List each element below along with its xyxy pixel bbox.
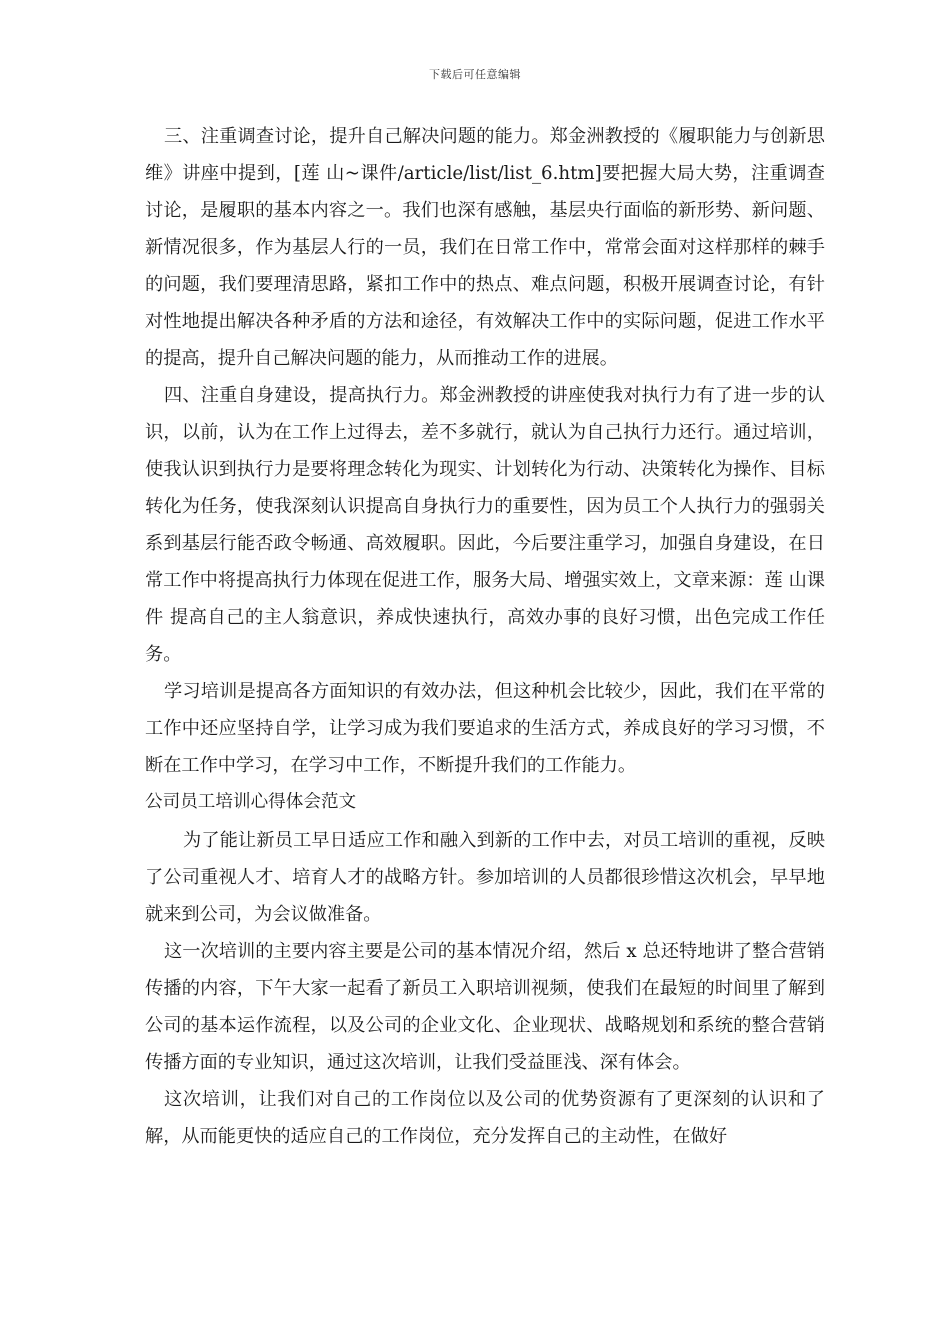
section-title: 公司员工培训心得体会范文 <box>145 792 357 812</box>
paragraph-self-study: 学习培训是提高各方面知识的有效办法，但这种机会比较少，因此，我们在平常的工作中还应坚持自学，让学习成为我们要追求的生活方式，养成良好的学习习惯，不断在工作中学习，在学习中工作，不断提升我们的工作能力。 <box>145 681 825 776</box>
paragraph-training-benefit: 这次培训，让我们对自己的工作岗位以及公司的优势资源有了更深刻的认识和了解，从而能更快的适应自己的工作岗位，充分发挥自己的主动性，在做好 <box>145 1089 825 1147</box>
paragraph-investigation: 三、注重调查讨论，提升自己解决问题的能力。郑金洲教授的《履职能力与创新思维》讲座中提到，[莲 山~课件/article/list/list_6.htm]要把握大局大势，注重调查讨论，是履职的基本内容之一。我们也深有感触，基层央行面临的新形势、新问题、新情况很多，作为基层人行的一员，我们在日常工作中，常常会面对这样那样的棘手的问题，我们要理清思路，紧扣工作中的热点、难点问题，积极开展调查讨论，有针对性地提出解决各种矛盾的方法和途径，有效解决工作中的实际问题，促进工作水平的提高，提升自己解决问题的能力，从而推动工作的进展。 <box>145 126 825 369</box>
paragraph-new-employee: 为了能让新员工早日适应工作和融入到新的工作中去，对员工培训的重视，反映了公司重视人才、培育人才的战略方针。参加培训的人员都很珍惜这次机会，早早地就来到公司，为会议做准备。 <box>145 830 825 925</box>
paragraph-execution: 四、注重自身建设，提高执行力。郑金洲教授的讲座使我对执行力有了进一步的认识，以前，认为在工作上过得去，差不多就行，就认为自己执行力还行。通过培训，使我认识到执行力是要将理念转化为现实、计划转化为行动、决策转化为操作、目标转化为任务，使我深刻认识提高自身执行力的重要性，因为员工个人执行力的强弱关系到基层行能否政令畅通、高效履职。因此，今后要注重学习，加强自身建设，在日常工作中将提高执行力体现在促进工作，服务大局、增强实效上，文章来源：莲 山课件 提高自己的主人翁意识，养成快速执行，高效办事的良好习惯，出色完成工作任务。 <box>145 385 825 665</box>
paragraph-training-content: 这一次培训的主要内容主要是公司的基本情况介绍，然后 x 总还特地讲了整合营销传播的内容，下午大家一起看了新员工入职培训视频，使我们在最短的时间里了解到公司的基本运作流程，以及公司的企业文化、企业现状、战略规划和系统的整合营销传播方面的专业知识，通过这次培训，让我们受益匪浅、深有体会。 <box>145 941 825 1073</box>
page-header: 下载后可任意编辑 <box>429 68 521 81</box>
document-body <box>145 118 825 1155</box>
